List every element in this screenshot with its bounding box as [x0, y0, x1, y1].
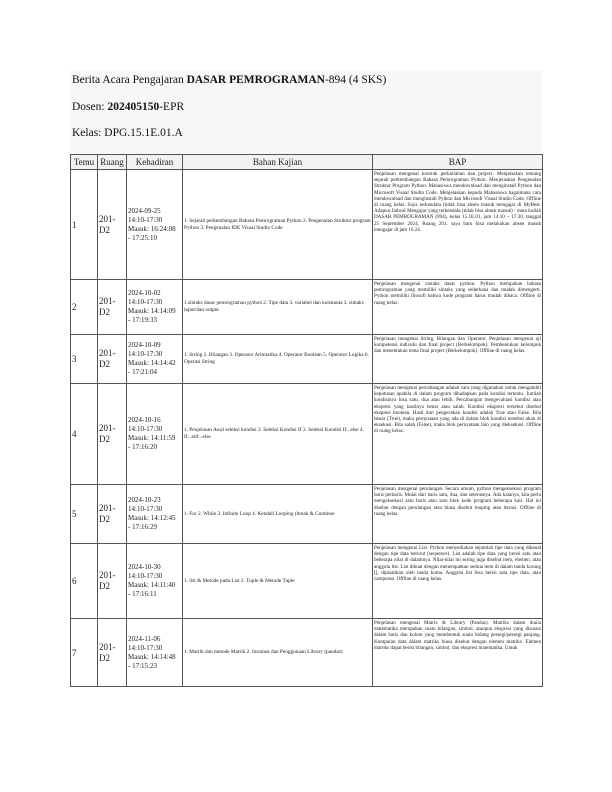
- date: 2024-11-06: [128, 634, 161, 643]
- date: 2024-10-09: [128, 341, 161, 349]
- schedule: 14:10-17:30: [128, 643, 163, 652]
- temu-cell: 5: [71, 485, 98, 544]
- lecturer-id: 202405150: [107, 101, 160, 113]
- check-out: - 17:16:11: [128, 590, 157, 598]
- bap-cell: Penjelasan mengenai Matrix & Library (Pandas). Matriks dalam dunia matematika merupakan suatu bilangan, simbol, ataupun ekspresi yang disusun dalam baris dan kolom yang membentuk suatu bidang persegi/persegi panjang. Kumpulan data dalam matriks biasa disebut dengan elemen matriks. Elemen matriks dapat berisi bilangan, simbol, dan ekspresi matematika. Untuk: [373, 619, 543, 687]
- ruang-cell: 201-D2: [98, 485, 127, 544]
- kehadiran-cell: [127, 280, 183, 335]
- col-header-bap: BAP: [373, 155, 543, 170]
- table-row: [71, 280, 543, 335]
- bahan-cell: 1.sintaks dasar pemrograman python 2. Tipe data 3. variabel dan konstanta 3. sintaks input/dan output: [183, 280, 373, 335]
- table-row: [71, 335, 543, 384]
- table-row: [71, 619, 543, 687]
- col-header-kehadiran: Kehadiran: [127, 155, 183, 170]
- schedule: 14:10-17:30: [128, 572, 163, 580]
- check-in: Masuk: 14:11:40: [128, 581, 176, 589]
- schedule: 14:10-17:30: [128, 425, 163, 433]
- bahan-cell: 1. Penjelasan Awal seleksi kondisi 2. Seleksi Kondisi If 3. Seleksi Kondisi If...else 4. If...elif...else: [183, 384, 373, 485]
- date: 2024-10-30: [128, 563, 161, 571]
- temu-cell: 4: [71, 384, 98, 485]
- lecturer-line: [72, 101, 184, 113]
- bahan-cell: 1. Sejarah perkembangan Bahasa Pemrograman Python 2. Pengenalan Struktur program Python 3. Pengenalan IDE Visual Studio Code: [183, 170, 373, 280]
- check-in: Masuk: 14:11:59: [128, 434, 176, 442]
- bahan-cell: 1. For 2. While 3. Infinite Loop 4. Kendali Looping (break & Continue: [183, 485, 373, 544]
- kehadiran-cell: [127, 170, 183, 280]
- title-prefix: Berita Acara Pengajaran: [72, 74, 184, 86]
- check-out: - 17:15:23: [128, 661, 157, 670]
- bap-table: [70, 154, 543, 687]
- kehadiran-cell: [127, 485, 183, 544]
- date: 2024-10-16: [128, 416, 161, 424]
- class-label: Kelas:: [72, 127, 102, 139]
- date: 2024-09-25: [128, 206, 161, 215]
- bahan-cell: 1. Matrik dan metode Matrik 2. Instalasi dan Penggunaan Library (pandas): [183, 619, 373, 687]
- class-value: DPG.15.1E.01.A: [104, 127, 183, 139]
- table-row: [71, 384, 543, 485]
- bap-cell: Penjelasan mengenai percabangan adalah cara yang digunakan untuk mengambil keputusan apabila di dalam program dihadapkan pada kondisi tertentu. Jumlah kondisinya bisa satu, dua atau lebih. Percabangan mengevaluasi kondisi atau ekspresi yang hasilnya benar atau salah. Kondisi ekspresi tersebut disebut ekspresi boolean. Hasil dari pengecekan kondisi adalah True atau False. Bila benar (True), maka pernyataan yang ada di dalam blok kondisi tersebut akan di eksekusi. Bila salah (False), maka blok pernyataan lain yang dieksekusi. Offline di ruang kelas.: [373, 384, 543, 485]
- table-row: [71, 485, 543, 544]
- date: 2024-10-02: [128, 289, 161, 297]
- date: 2024-10-23: [128, 496, 161, 504]
- check-in: Masuk: 14:14:42: [128, 359, 176, 367]
- kehadiran-cell: [127, 384, 183, 485]
- bap-cell: Penjelasan mengenai String, Bilangan dan Operator. Penjelasan mengenai uji kompetensi individu dan final project (Berkelompok). Pembentukan kelompok dan menentukan tema final project (Berkelompok). Offline di ruang kelas.: [373, 335, 543, 384]
- kehadiran-cell: [127, 619, 183, 687]
- col-header-ruang: Ruang: [98, 155, 127, 170]
- ruang-cell: 201-D2: [98, 335, 127, 384]
- table-row: [71, 544, 543, 619]
- check-in: Masuk: 14:12:45: [128, 514, 176, 522]
- ruang-cell: 201-D2: [98, 280, 127, 335]
- check-out: - 17:16:20: [128, 443, 157, 451]
- bap-cell: Penjelasan mengenai perulangan. Secara umum, python mengeksekusi program baris perbaris. Mulai dari baris satu, dua, dan seterusnya. Ada kalanya, kita perlu mengeksekusi satu baris atau satu blok kode program beberapa kali. Hal ini disebut dengan perulangan atau biasa disebut looping atau iterasi. Offline di ruang kelas.: [373, 485, 543, 544]
- temu-cell: 6: [71, 544, 98, 619]
- kehadiran-cell: [127, 335, 183, 384]
- schedule: 14:10-17:30: [128, 350, 163, 358]
- check-in: Masuk: 14:14:48: [128, 652, 176, 661]
- table-row: [71, 170, 543, 280]
- class-line: [72, 127, 183, 139]
- schedule: 14:10-17:30: [128, 215, 163, 224]
- bap-cell: Penjelasan mengenai sintaks dasar python. Python merupakan bahasa pemrograman yang memiliki sintaks yang sederhana dan mudah dimengerti. Python memiliki filosofi bahwa kode program harus mudah dibaca. Offline di ruang kelas.: [373, 280, 543, 335]
- table-header-row: [71, 155, 543, 170]
- course-name: DASAR PEMROGRAMAN: [186, 74, 325, 86]
- check-in: Masuk: 14:14:09: [128, 307, 176, 315]
- bap-cell: Penjelasan mengenai kontrak perkuliahan dan project. Menjelaskan tentang sejarah perkembangan Bahasa Pemrograman Python. Menjelaskan Pengenalan Struktur Program Python. Mahasiswa mendownload dan menginstall Python dan Microsoft Visual Studio Code. Menjelaskan kepada Mahasiswa bagaimana cara mendownload dan menginstall Python dan Microsoft Visual Studio Code. Offline di ruang kelas. Saya terkendala (tidak bisa absen masuk mengajar di MyBest. Adapun Jadwal Mengajar yang terkendala (tidak bisa absen masuk) : mata kuliah DASAR PEMROGRAMAN (894), kelas 15.1E.01, jam 14.10 – 17.30, tanggal 25 September 2024, Ruang 201. saya baru bisa melakukan absen masuk mengajar di jam 16.24.: [373, 170, 543, 280]
- schedule: 14:10-17:30: [128, 505, 163, 513]
- check-out: - 17:19:33: [128, 316, 157, 324]
- report-title: [72, 74, 386, 86]
- temu-cell: 1: [71, 170, 98, 280]
- bap-cell: Penjelasan mengenai List. Python menyediakan sejumlah tipe data yang dikenal dengan tipe data berurut (sequence). List adalah tipe data yang berisi satu atau beberapa nilai di dalamnya. Nilai-nilai ini sering juga disebut item, elemen, atau anggota list. List dibuat dengan menempatkan semua item di dalam tanda kurung [], dipisahkan oleh tanda koma. Anggota list bisa berisi satu tipe data, atau campuran. Offline di ruang kelas.: [373, 544, 543, 619]
- check-out: - 17:25:10: [128, 233, 157, 242]
- col-header-temu: Temu: [71, 155, 98, 170]
- check-out: - 17:16:29: [128, 523, 157, 531]
- temu-cell: 2: [71, 280, 98, 335]
- col-header-bahan: Bahan Kajian: [183, 155, 373, 170]
- course-suffix: -894 (4 SKS): [324, 74, 387, 86]
- ruang-cell: 201-D2: [98, 170, 127, 280]
- temu-cell: 7: [71, 619, 98, 687]
- lecturer-suffix: -EPR: [159, 101, 185, 113]
- ruang-cell: 201-D2: [98, 384, 127, 485]
- ruang-cell: 201-D2: [98, 619, 127, 687]
- bahan-cell: 1. String 2. Bilangan 3. Operator Aritmatika 4. Operator Boolean 5. Operator Logika 6. Operasi String: [183, 335, 373, 384]
- lecturer-label: Dosen:: [72, 101, 105, 113]
- schedule: 14:10-17:30: [128, 298, 163, 306]
- check-out: - 17:21:04: [128, 368, 157, 376]
- bahan-cell: 1. list & Metode pada List 2. Tuple & Metode Tuple: [183, 544, 373, 619]
- ruang-cell: 201-D2: [98, 544, 127, 619]
- kehadiran-cell: [127, 544, 183, 619]
- check-in: Masuk: 16:24:08: [128, 224, 176, 233]
- temu-cell: 3: [71, 335, 98, 384]
